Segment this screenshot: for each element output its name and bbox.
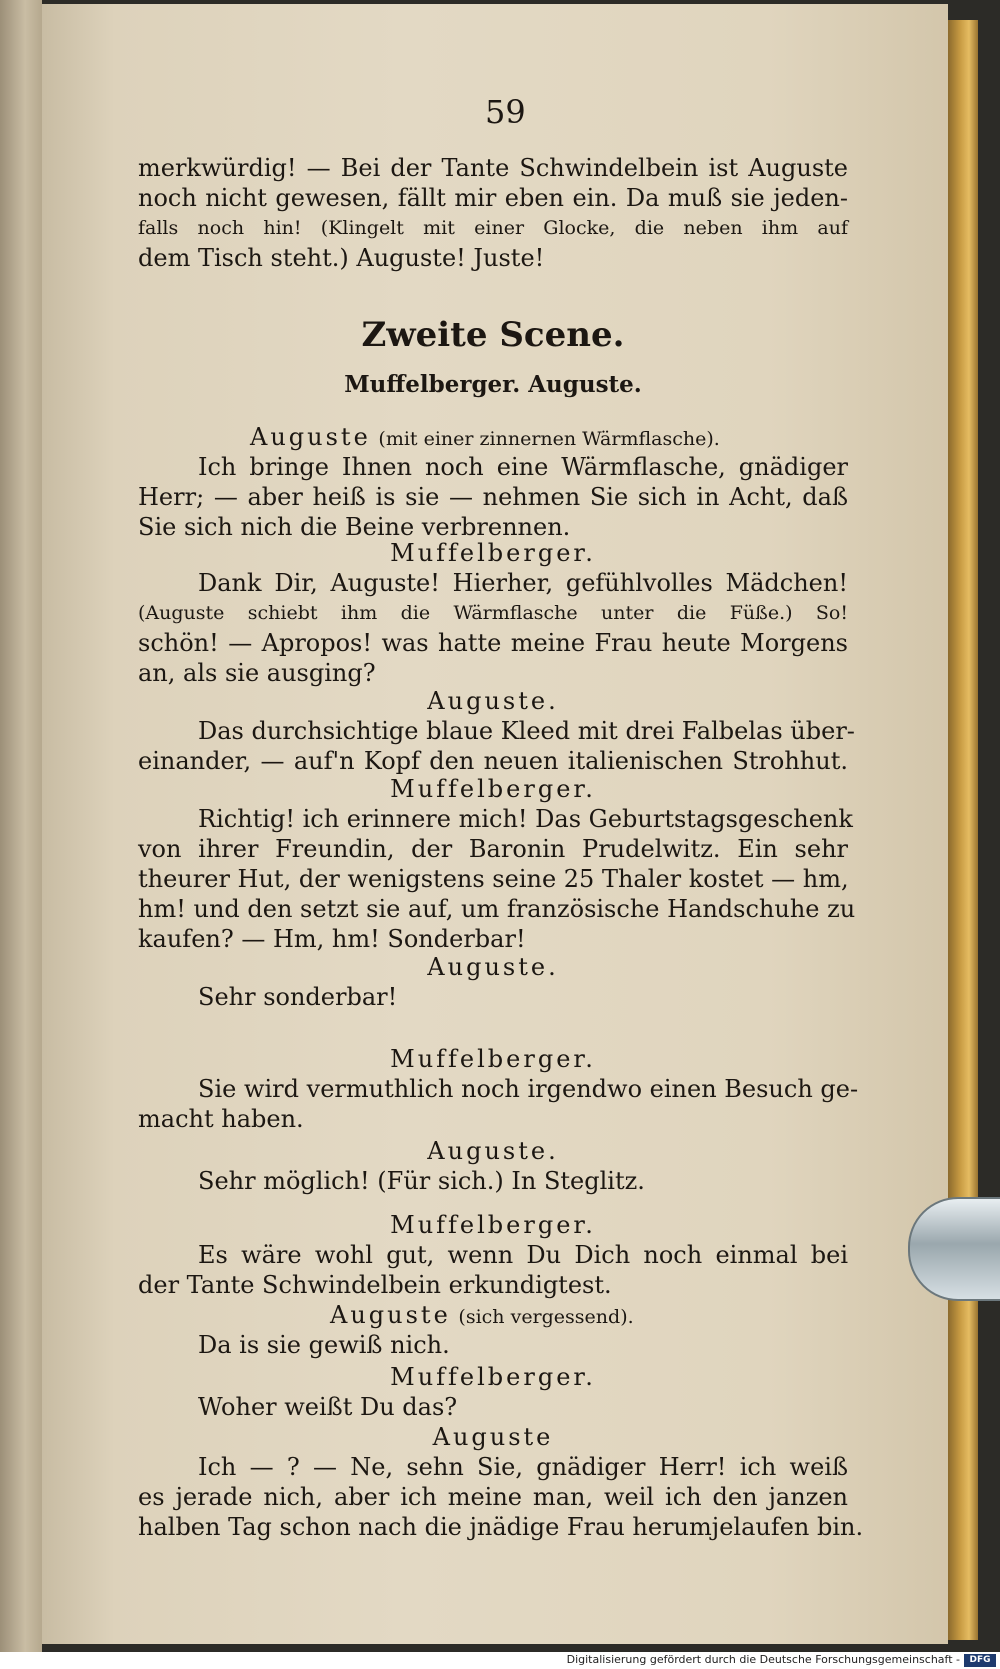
speaker-name: Muffelberger.	[390, 775, 596, 803]
dialogue-line: Dank Dir, Auguste! Hierher, gefühlvolles Mädchen!	[198, 569, 848, 597]
page-block-edge	[948, 20, 978, 1640]
speaker-name: Auguste	[432, 1423, 554, 1451]
dialogue-line: Es wäre wohl gut, wenn Du Dich noch einmal bei	[198, 1241, 848, 1269]
speaker-name: Muffelberger.	[390, 1045, 596, 1073]
dialogue-line: Herr; — aber heiß is sie — nehmen Sie sich in Acht, daß	[138, 483, 848, 511]
dialogue-line: Sehr sonderbar!	[198, 983, 398, 1011]
text-line: falls noch hin! (Klingelt mit einer Glocke, die neben ihm auf	[138, 217, 848, 239]
text-line: dem Tisch steht.) Auguste! Juste!	[138, 244, 545, 272]
dialogue-line: schön! — Apropos! was hatte meine Frau heute Morgens	[138, 629, 848, 657]
dialogue-line: (Auguste schiebt ihm die Wärmflasche unter die Füße.) So!	[138, 602, 848, 624]
dialogue-line: von ihrer Freundin, der Baronin Prudelwitz. Ein sehr	[138, 835, 848, 863]
speaker-name: Auguste.	[427, 687, 559, 715]
stage-direction: (sich vergessend).	[458, 1306, 634, 1328]
page-clip	[908, 1197, 1000, 1301]
dialogue-line: Sehr möglich! (Für sich.) In Steglitz.	[198, 1167, 645, 1195]
dialogue-line: kaufen? — Hm, hm! Sonderbar!	[138, 925, 526, 953]
speaker-name: Auguste	[250, 423, 371, 451]
dialogue-line: Da is sie gewiß nich.	[198, 1331, 450, 1359]
dialogue-line: es jerade nich, aber ich meine man, weil ich den janzen	[138, 1483, 848, 1511]
dialogue-line: Richtig! ich erinnere mich! Das Geburtstagsgeschenk	[198, 805, 853, 833]
speaker-with-direction	[250, 422, 850, 454]
dialogue-line: Ich — ? — Ne, sehn Sie, gnädiger Herr! ich weiß	[198, 1453, 848, 1481]
cast-list: Muffelberger. Auguste.	[344, 371, 642, 398]
speaker-name: Auguste	[330, 1301, 451, 1329]
dialogue-line: Woher weißt Du das?	[198, 1393, 458, 1421]
dialogue-line: theurer Hut, der wenigstens seine 25 Thaler kostet — hm,	[138, 865, 849, 893]
dialogue-line: einander, — auf'n Kopf den neuen italienischen Strohhut.	[138, 747, 848, 775]
dialogue-line: Das durchsichtige blaue Kleed mit drei Falbelas über-	[198, 717, 855, 745]
speaker-name: Auguste.	[427, 953, 559, 981]
speaker-with-direction	[330, 1300, 830, 1332]
text-line: noch nicht gewesen, fällt mir eben ein. Da muß sie jeden-	[138, 184, 848, 212]
scene-heading: Zweite Scene.	[361, 315, 625, 355]
text-line: merkwürdig! — Bei der Tante Schwindelbein ist Auguste	[138, 154, 848, 182]
page-number: 59	[485, 93, 526, 131]
dfg-logo: DFG	[964, 1654, 996, 1667]
speaker-name: Muffelberger.	[390, 539, 596, 567]
dialogue-line: halben Tag schon nach die jnädige Frau herumjelaufen bin.	[138, 1513, 864, 1541]
speaker-name: Muffelberger.	[390, 1211, 596, 1239]
dialogue-line: hm! und den setzt sie auf, um französische Handschuhe zu	[138, 895, 856, 923]
dialogue-line: an, als sie ausging?	[138, 659, 376, 687]
speaker-name: Muffelberger.	[390, 1363, 596, 1391]
dialogue-line: Ich bringe Ihnen noch eine Wärmflasche, gnädiger	[198, 453, 848, 481]
dialogue-line: macht haben.	[138, 1105, 304, 1133]
dialogue-line: Sie sich nich die Beine verbrennen.	[138, 513, 571, 541]
stage-direction: (mit einer zinnernen Wärmflasche).	[378, 428, 720, 450]
digitization-credit: Digitalisierung gefördert durch die Deutsche Forschungsgemeinschaft -	[566, 1653, 960, 1666]
dialogue-line: Sie wird vermuthlich noch irgendwo einen Besuch ge-	[198, 1075, 859, 1103]
dialogue-line: der Tante Schwindelbein erkundigtest.	[138, 1271, 612, 1299]
facing-page-edge	[0, 0, 42, 1652]
speaker-name: Auguste.	[427, 1137, 559, 1165]
digitization-footer	[0, 1652, 1000, 1669]
